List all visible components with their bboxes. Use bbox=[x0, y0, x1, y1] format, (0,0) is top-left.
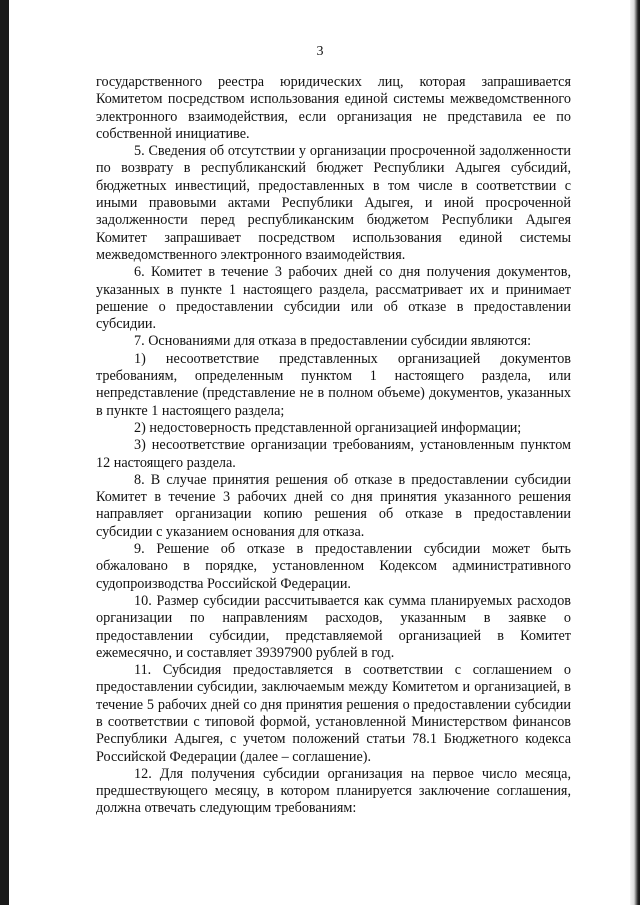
document-body bbox=[96, 74, 571, 818]
paragraph: 9. Решение об отказе в предоставлении субсидии может быть обжаловано в порядке, установленном Кодексом административного судопроизводства Российской Федерации. bbox=[96, 541, 571, 592]
paragraph: 5. Сведения об отсутствии у организации просроченной задолженности по возврату в республиканский бюджет Республики Адыгея субсидий, бюджетных инвестиций, предоставленных в том числе в соответствии с иными правовыми актами Республики Адыгея, и иной просроченной задолженности перед республиканским бюджетом Республики Адыгея Комитет запрашивает посредством использования единой системы межведомственного электронного взаимодействия. bbox=[96, 143, 571, 263]
list-item: 3) несоответствие организации требованиям, установленным пунктом 12 настоящего раздела. bbox=[96, 437, 571, 471]
scan-edge-right bbox=[630, 0, 640, 905]
paragraph: 12. Для получения субсидии организация на первое число месяца, предшествующего месяцу, в котором планируется заключение соглашения, должна отвечать следующим требованиям: bbox=[96, 765, 571, 817]
paragraph: 6. Комитет в течение 3 рабочих дней со дня получения документов, указанных в пункте 1 настоящего раздела, рассматривает их и принимает решение о предоставлении субсидии или об отказе в предоставлении субсидии. bbox=[96, 264, 571, 333]
scan-edge-left bbox=[0, 0, 9, 905]
paragraph: 10. Размер субсидии рассчитывается как сумма планируемых расходов организации по направлениям расходов, указанным в заявке о предоставлении субсидии, представляемой организацией в Комитет ежемесячно, и составляет 39397900 рублей в год. bbox=[96, 592, 571, 661]
list-item: 1) несоответствие представленных организацией документов требованиям, определенным пунктом 1 настоящего раздела, или непредставление (представление не в полном объеме) документов, указанных в пункте 1 настоящего раздела; bbox=[96, 350, 571, 419]
page-number: 3 bbox=[316, 44, 324, 59]
paragraph: 8. В случае принятия решения об отказе в предоставлении субсидии Комитет в течение 3 рабочих дней со дня принятия указанного решения направляет организации копию решения об отказе в предоставлении субсидии с указанием основания для отказа. bbox=[96, 471, 571, 540]
paragraph: 11. Субсидия предоставляется в соответствии с соглашением о предоставлении субсидии, заключаемым между Комитетом и организацией, в течение 5 рабочих дней со дня принятия решения о предоставлении субсидии в соответствии с типовой формой, установленной Министерством финансов Республики Адыгея, с учетом положений статьи 78.1 Бюджетного кодекса Российской Федерации (далее – соглашение). bbox=[96, 662, 571, 765]
paragraph: 7. Основаниями для отказа в предоставлении субсидии являются: bbox=[134, 333, 532, 350]
paragraph: государственного реестра юридических лиц, которая запрашивается Комитетом посредством использования единой системы межведомственного электронного взаимодействия, если организация не представила ее по собственной инициативе. bbox=[96, 74, 571, 142]
list-item: 2) недостоверность представленной организацией информации; bbox=[134, 419, 522, 436]
